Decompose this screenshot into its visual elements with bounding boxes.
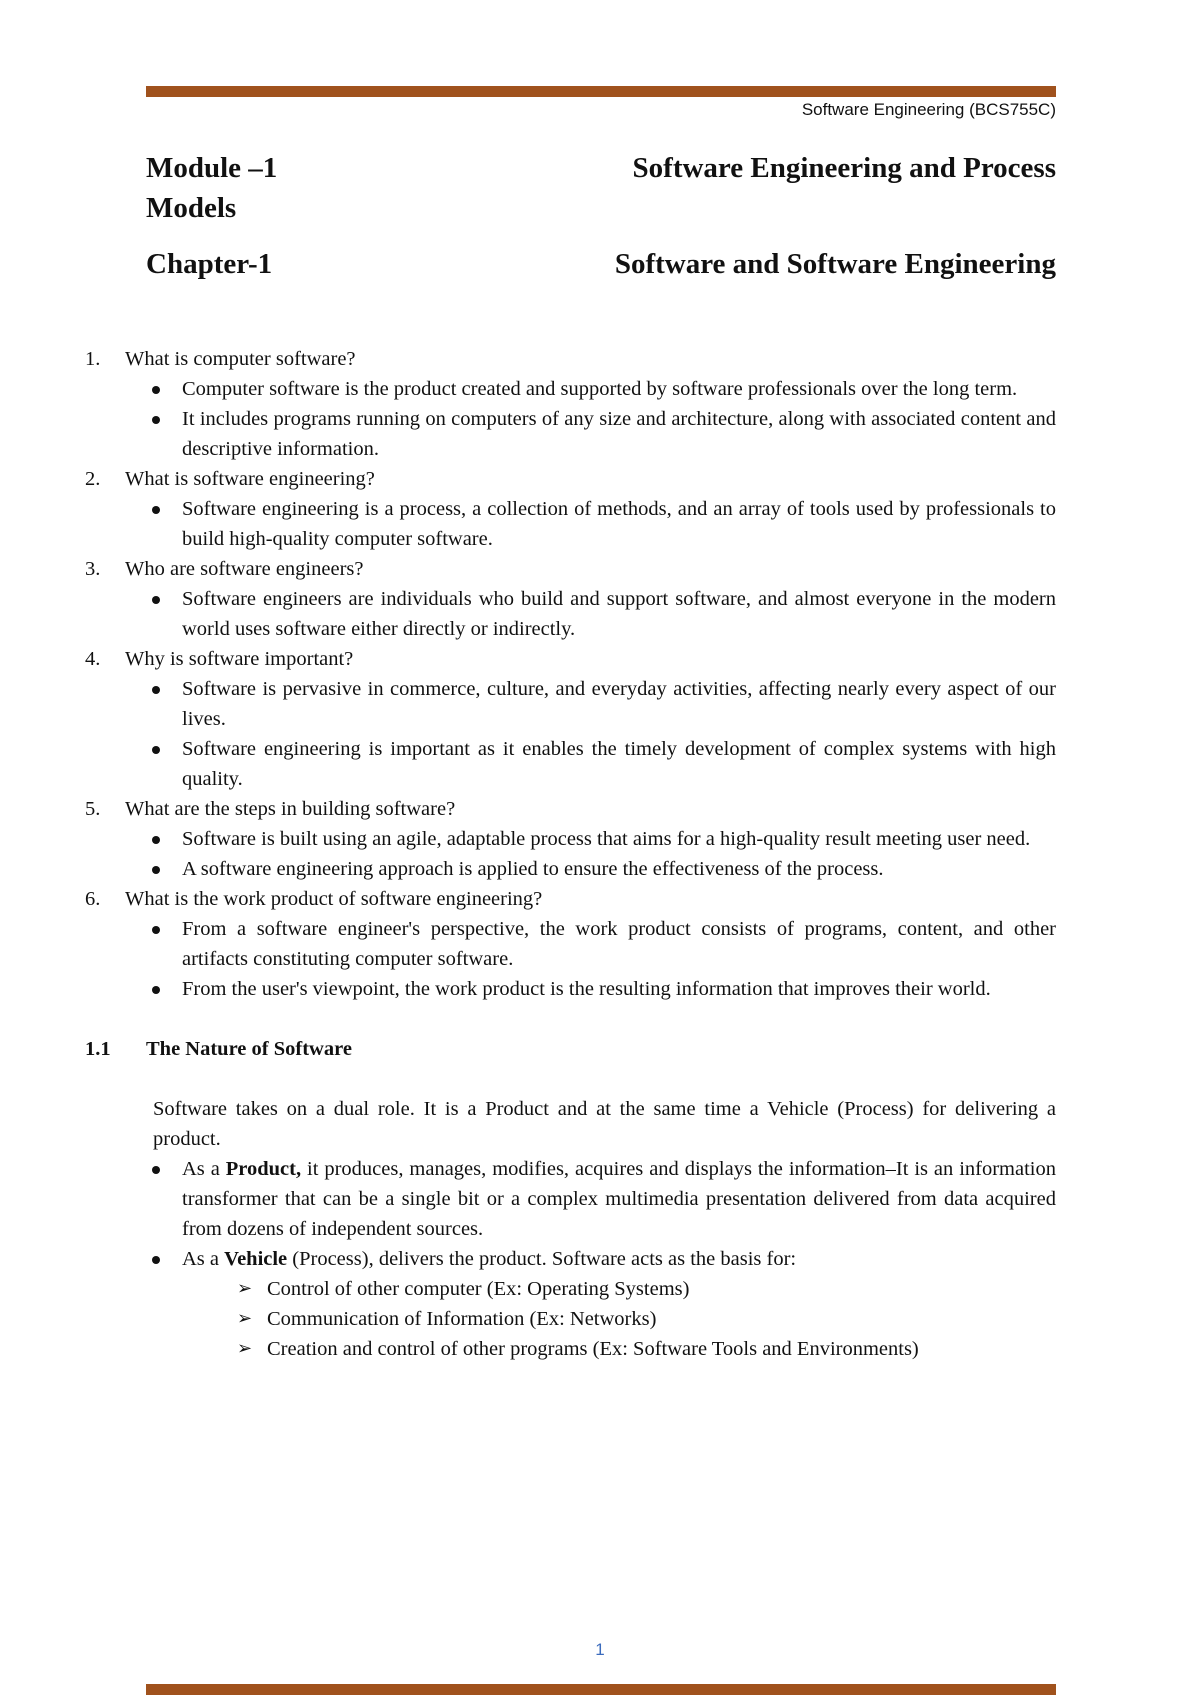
arrow-item: ➢ Control of other computer (Ex: Operating Systems) <box>85 1274 1056 1304</box>
answer-bullet: Software engineers are individuals who build and support software, and almost everyone in the modern world uses software either directly or indirectly. <box>85 584 1056 644</box>
page-content <box>85 344 1056 1364</box>
question-item <box>85 344 1056 374</box>
section-number: 1.1 <box>85 1038 111 1060</box>
module-title <box>146 152 1056 232</box>
answer-bullet: It includes programs running on computers of any size and architecture, along with associated content and descriptive information. <box>85 404 1056 464</box>
page-number: 1 <box>595 1640 605 1659</box>
chapter-label: Chapter-1 <box>146 248 273 280</box>
section-heading <box>85 1034 1056 1064</box>
product-term: Product, <box>225 1158 302 1180</box>
answer-bullet: From the user's viewpoint, the work product is the resulting information that improves their world. <box>85 974 1056 1004</box>
footer-rule <box>146 1684 1056 1695</box>
question-text: Why is software important? <box>125 648 354 670</box>
module-name-continued: Models <box>146 192 237 224</box>
section-title: The Nature of Software <box>146 1038 352 1060</box>
answer-bullet: A software engineering approach is applied to ensure the effectiveness of the process. <box>85 854 1056 884</box>
question-list <box>85 344 1056 1004</box>
question-item <box>85 464 1056 494</box>
question-item <box>85 554 1056 584</box>
question-text: What is computer software? <box>125 348 356 370</box>
arrow-item: ➢ Communication of Information (Ex: Networks) <box>85 1304 1056 1334</box>
question-number: 3. <box>85 558 101 580</box>
arrow-item: ➢ Creation and control of other programs (Ex: Software Tools and Environments) <box>85 1334 1056 1364</box>
module-label: Module –1 <box>146 152 278 184</box>
answer-bullet: Computer software is the product created and supported by software professionals over the long term. <box>85 374 1056 404</box>
module-name: Software Engineering and Process <box>632 152 1056 184</box>
answer-bullet: Software is built using an agile, adaptable process that aims for a high-quality result meeting user need. <box>85 824 1056 854</box>
chapter-name: Software and Software Engineering <box>614 248 1056 280</box>
question-text: What is the work product of software engineering? <box>125 888 543 910</box>
answer-bullet: From a software engineer's perspective, the work product consists of programs, content, and other artifacts constituting computer software. <box>85 914 1056 974</box>
question-text: What is software engineering? <box>125 468 375 490</box>
section-intro: Software takes on a dual role. It is a Product and at the same time a Vehicle (Process) for delivering a product. <box>153 1098 1056 1150</box>
vehicle-bullet: As a Vehicle (Process), delivers the product. Software acts as the basis for: <box>85 1244 1056 1274</box>
question-number: 1. <box>85 348 101 370</box>
question-number: 6. <box>85 888 101 910</box>
header-rule <box>146 86 1056 97</box>
answer-bullet: Software engineering is a process, a collection of methods, and an array of tools used by professionals to build high-quality computer software. <box>85 494 1056 554</box>
question-text: What are the steps in building software? <box>125 798 456 820</box>
vehicle-term: Vehicle <box>224 1248 288 1270</box>
question-item <box>85 794 1056 824</box>
product-bullet: As a Product, it produces, manages, modifies, acquires and displays the information–It is an information transformer that can be a single bit or a complex multimedia presentation delivered from data acquired from dozens of independent sources. <box>85 1154 1056 1244</box>
question-number: 5. <box>85 798 101 820</box>
question-number: 2. <box>85 468 101 490</box>
question-number: 4. <box>85 648 101 670</box>
course-header: Software Engineering (BCS755C) <box>801 100 1056 119</box>
chapter-title <box>146 248 1056 288</box>
question-item <box>85 884 1056 914</box>
question-item <box>85 644 1056 674</box>
answer-bullet: Software engineering is important as it enables the timely development of complex systems with high quality. <box>85 734 1056 794</box>
answer-bullet: Software is pervasive in commerce, culture, and everyday activities, affecting nearly every aspect of our lives. <box>85 674 1056 734</box>
question-text: Who are software engineers? <box>125 558 364 580</box>
